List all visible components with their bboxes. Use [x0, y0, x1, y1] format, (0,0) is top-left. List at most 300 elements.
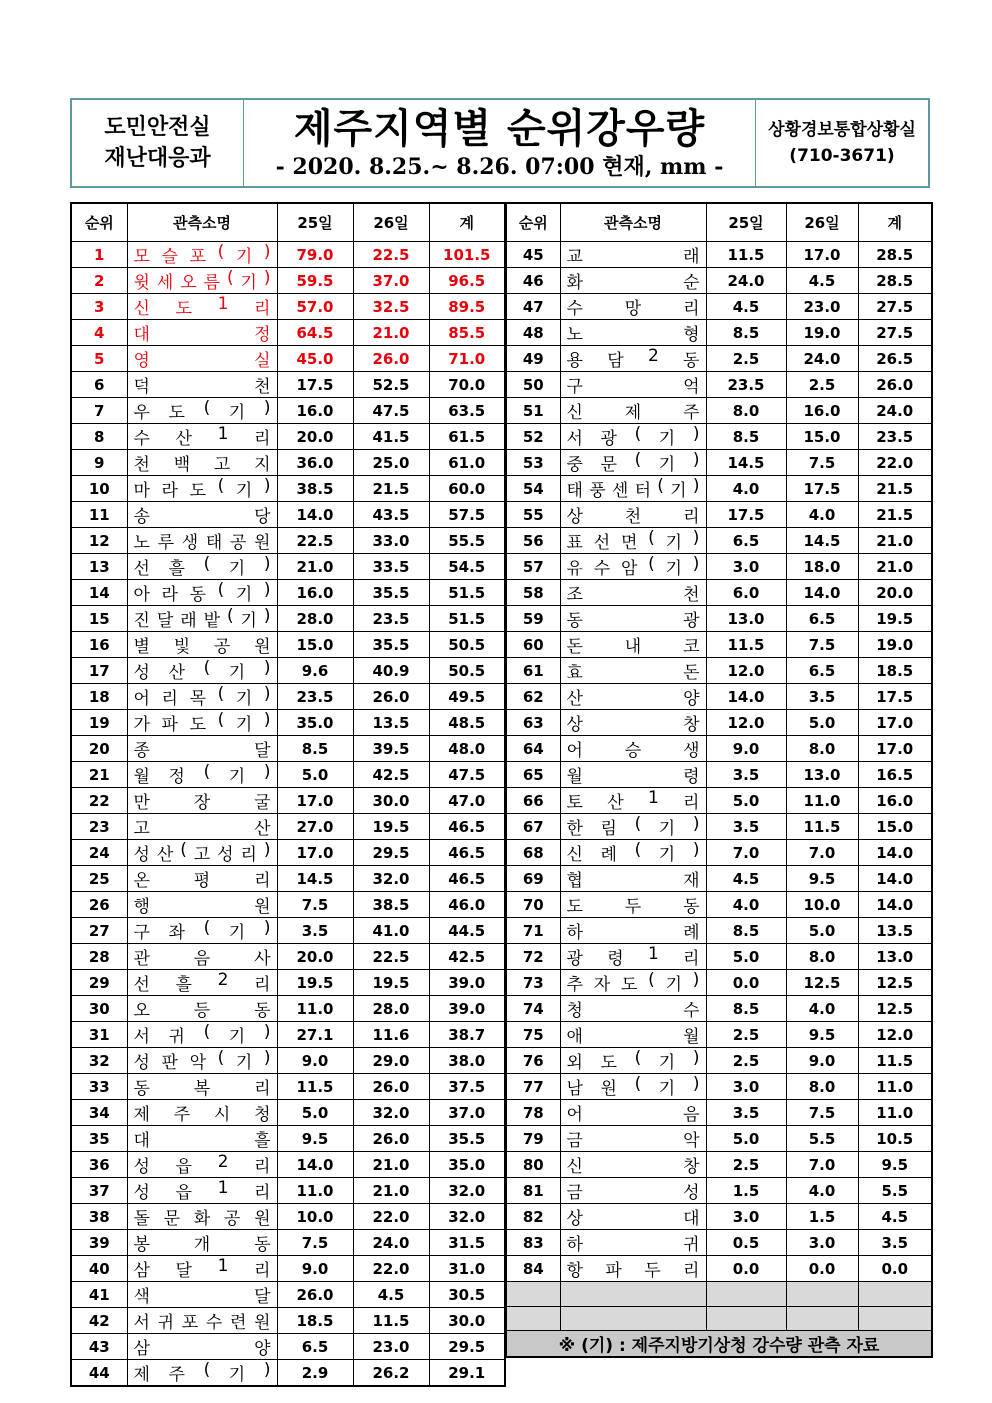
table-row: [506, 658, 932, 684]
day26-rain-cell: 22.0: [353, 1204, 429, 1230]
note-row: [506, 1331, 932, 1358]
day25-rain-cell: 16.0: [277, 398, 353, 424]
station-name-text: 성 판 악 ( 기 ): [133, 1048, 271, 1073]
day25-rain-cell: 14.0: [277, 502, 353, 528]
station-name-text: 오 등 동: [133, 1001, 271, 1021]
station-name-cell: [127, 1308, 277, 1334]
day25-rain-cell: 38.5: [277, 476, 353, 502]
station-name-cell: [127, 1126, 277, 1152]
rank-cell: 7: [71, 398, 127, 424]
day26-rain-cell: 19.5: [353, 814, 429, 840]
table-row: [71, 606, 505, 632]
station-name-cell: [560, 476, 706, 502]
column-header-station: 관측소명: [560, 203, 706, 242]
total-rain-cell: 21.0: [858, 554, 932, 580]
day25-rain-cell: 2.5: [706, 1152, 786, 1178]
rank-cell: 55: [506, 502, 560, 528]
station-name-cell: [560, 1230, 706, 1256]
day26-rain-cell: 5.0: [786, 918, 858, 944]
station-name-cell: [560, 944, 706, 970]
table-row: [71, 1048, 505, 1074]
total-rain-cell: 16.0: [858, 788, 932, 814]
station-name-text: 윗 세 오 름 ( 기 ): [133, 268, 271, 293]
station-name-cell: [560, 996, 706, 1022]
column-header-total: 계: [429, 203, 505, 242]
station-name-cell: [560, 866, 706, 892]
table-row: [506, 996, 932, 1022]
day26-rain-cell: 21.5: [353, 476, 429, 502]
day26-rain-cell: 21.0: [353, 1178, 429, 1204]
station-name-text: 대 정: [133, 325, 271, 345]
total-rain-cell: 12.0: [858, 1022, 932, 1048]
station-name-text: 월 정 ( 기 ): [133, 762, 271, 787]
day26-rain-cell: 28.0: [353, 996, 429, 1022]
table-row: [71, 580, 505, 606]
station-name-text: 하 귀: [566, 1235, 700, 1255]
day26-rain-cell: 41.0: [353, 918, 429, 944]
day25-rain-cell: 28.0: [277, 606, 353, 632]
table-row: [71, 892, 505, 918]
rank-cell: 34: [71, 1100, 127, 1126]
station-name-cell: [560, 320, 706, 346]
day25-rain-cell: 17.5: [706, 502, 786, 528]
rank-cell: 61: [506, 658, 560, 684]
station-name-text: 우 도 ( 기 ): [133, 398, 271, 423]
total-rain-cell: 24.0: [858, 398, 932, 424]
day26-rain-cell: 26.0: [353, 1126, 429, 1152]
day25-rain-cell: 19.5: [277, 970, 353, 996]
day25-rain-cell: 23.5: [277, 684, 353, 710]
day26-rain-cell: 6.5: [786, 658, 858, 684]
station-name-text: 협 재: [566, 871, 700, 891]
column-header-day25: 25일: [706, 203, 786, 242]
station-name-cell: [127, 1230, 277, 1256]
column-header-day26: 26일: [786, 203, 858, 242]
day25-rain-cell: 2.5: [706, 1022, 786, 1048]
station-name-cell: [127, 762, 277, 788]
column-header-day26: 26일: [353, 203, 429, 242]
station-name-text: 색 달: [133, 1287, 271, 1307]
day26-rain-cell: 38.5: [353, 892, 429, 918]
total-rain-cell: 48.0: [429, 736, 505, 762]
day25-rain-cell: 2.5: [706, 1048, 786, 1074]
table-row: [506, 372, 932, 398]
day25-rain-cell: 24.0: [706, 268, 786, 294]
rank-cell: 70: [506, 892, 560, 918]
rank-cell: 46: [506, 268, 560, 294]
rank-cell: 9: [71, 450, 127, 476]
day26-rain-cell: 23.0: [786, 294, 858, 320]
table-row: [71, 1256, 505, 1282]
total-rain-cell: 21.5: [858, 502, 932, 528]
total-rain-cell: 37.5: [429, 1074, 505, 1100]
station-name-cell: [127, 684, 277, 710]
total-rain-cell: 31.0: [429, 1256, 505, 1282]
day25-rain-cell: 1.5: [706, 1178, 786, 1204]
day26-rain-cell: 10.0: [786, 892, 858, 918]
rank-cell: 66: [506, 788, 560, 814]
table-row: [506, 424, 932, 450]
day26-rain-cell: 22.0: [353, 1256, 429, 1282]
day25-rain-cell: 57.0: [277, 294, 353, 320]
day25-rain-cell: 14.0: [706, 684, 786, 710]
table-row: [71, 424, 505, 450]
station-name-text: 제 주 시 청: [133, 1105, 271, 1125]
station-name-cell: [127, 268, 277, 294]
day26-rain-cell: 52.5: [353, 372, 429, 398]
column-header-day25: 25일: [277, 203, 353, 242]
rank-cell: 30: [71, 996, 127, 1022]
table-row: [71, 1204, 505, 1230]
day25-rain-cell: 22.5: [277, 528, 353, 554]
station-name-cell: [560, 398, 706, 424]
station-name-text: 가 파 도 ( 기 ): [133, 710, 271, 735]
rank-cell: 2: [71, 268, 127, 294]
station-name-text: 모 슬 포 ( 기 ): [133, 242, 271, 267]
day25-rain-cell: 79.0: [277, 242, 353, 268]
station-name-text: 상 천 리: [566, 507, 700, 527]
day25-rain-cell: 9.0: [277, 1048, 353, 1074]
rank-cell: 41: [71, 1282, 127, 1308]
day25-rain-cell: 11.5: [277, 1074, 353, 1100]
station-name-text: 별 빛 공 원: [133, 637, 271, 657]
day26-rain-cell: 5.5: [786, 1126, 858, 1152]
table-row: [71, 762, 505, 788]
total-rain-cell: 54.5: [429, 554, 505, 580]
total-rain-cell: 19.0: [858, 632, 932, 658]
day26-rain-cell: 4.5: [353, 1282, 429, 1308]
total-rain-cell: 35.0: [429, 1152, 505, 1178]
table-row: [506, 632, 932, 658]
station-name-text: 삼 양: [133, 1339, 271, 1359]
table-row: [506, 866, 932, 892]
total-rain-cell: 12.5: [858, 996, 932, 1022]
day25-rain-cell: 8.5: [706, 424, 786, 450]
day25-rain-cell: 8.5: [706, 996, 786, 1022]
station-name-cell: [127, 996, 277, 1022]
table-row: [506, 1074, 932, 1100]
rank-cell: 4: [71, 320, 127, 346]
station-name-cell: [127, 580, 277, 606]
station-name-text: 교 래: [566, 247, 700, 267]
station-name-cell: [127, 736, 277, 762]
station-name-cell: [127, 918, 277, 944]
station-name-text: 돌 문 화 공 원: [133, 1209, 271, 1229]
rank-cell: 45: [506, 242, 560, 268]
day25-rain-cell: 4.5: [706, 866, 786, 892]
rank-cell: 14: [71, 580, 127, 606]
station-name-text: 신 창: [566, 1157, 700, 1177]
table-row: [71, 1126, 505, 1152]
day25-rain-cell: 2.5: [706, 346, 786, 372]
station-name-text: 중 문 ( 기 ): [566, 450, 700, 475]
rank-cell: 82: [506, 1204, 560, 1230]
table-row: [71, 1308, 505, 1334]
station-name-text: 노 형: [566, 325, 700, 345]
table-body-right: [506, 242, 932, 1282]
day26-rain-cell: 4.5: [786, 268, 858, 294]
rank-cell: 32: [71, 1048, 127, 1074]
total-rain-cell: 26.5: [858, 346, 932, 372]
situation-room-name: 상황경보통합상황실: [768, 120, 916, 140]
station-name-cell: [560, 710, 706, 736]
rank-cell: 72: [506, 944, 560, 970]
rank-cell: 80: [506, 1152, 560, 1178]
total-rain-cell: 55.5: [429, 528, 505, 554]
day26-rain-cell: 7.0: [786, 840, 858, 866]
column-header-total: 계: [858, 203, 932, 242]
table-row: [71, 1022, 505, 1048]
table-row: [506, 346, 932, 372]
day26-rain-cell: 40.9: [353, 658, 429, 684]
station-name-cell: [127, 840, 277, 866]
day26-rain-cell: 26.2: [353, 1360, 429, 1387]
table-row: [71, 1152, 505, 1178]
station-name-text: 관 음 사: [133, 949, 271, 969]
station-name-text: 마 라 도 ( 기 ): [133, 476, 271, 501]
table-row: [71, 918, 505, 944]
table-row: [506, 1048, 932, 1074]
station-name-text: 효 돈: [566, 663, 700, 683]
day26-rain-cell: 24.0: [353, 1230, 429, 1256]
day26-rain-cell: 7.0: [786, 1152, 858, 1178]
total-rain-cell: 49.5: [429, 684, 505, 710]
rank-cell: 22: [71, 788, 127, 814]
day26-rain-cell: 8.0: [786, 736, 858, 762]
station-name-text: 어 리 목 ( 기 ): [133, 684, 271, 709]
rank-cell: 15: [71, 606, 127, 632]
station-name-text: 산 양: [566, 689, 700, 709]
total-rain-cell: 37.0: [429, 1100, 505, 1126]
station-name-cell: [560, 1100, 706, 1126]
rank-cell: 64: [506, 736, 560, 762]
table-row: [506, 1152, 932, 1178]
day25-rain-cell: 9.0: [706, 736, 786, 762]
rank-cell: 31: [71, 1022, 127, 1048]
rank-cell: 59: [506, 606, 560, 632]
day25-rain-cell: 3.0: [706, 554, 786, 580]
day26-rain-cell: 12.5: [786, 970, 858, 996]
table-row: [71, 398, 505, 424]
station-name-cell: [127, 606, 277, 632]
day26-rain-cell: 4.0: [786, 996, 858, 1022]
day25-rain-cell: 23.5: [706, 372, 786, 398]
station-name-cell: [127, 892, 277, 918]
day26-rain-cell: 17.5: [786, 476, 858, 502]
station-name-text: 동 광: [566, 611, 700, 631]
station-name-text: 봉 개 동: [133, 1235, 271, 1255]
day25-rain-cell: 9.0: [277, 1256, 353, 1282]
total-rain-cell: 26.0: [858, 372, 932, 398]
day26-rain-cell: 21.0: [353, 1152, 429, 1178]
day25-rain-cell: 36.0: [277, 450, 353, 476]
day25-rain-cell: 6.0: [706, 580, 786, 606]
total-rain-cell: 13.0: [858, 944, 932, 970]
station-name-cell: [127, 476, 277, 502]
rank-cell: 23: [71, 814, 127, 840]
rank-cell: 47: [506, 294, 560, 320]
rank-cell: 8: [71, 424, 127, 450]
day26-rain-cell: 7.5: [786, 632, 858, 658]
total-rain-cell: 17.0: [858, 736, 932, 762]
day25-rain-cell: 27.0: [277, 814, 353, 840]
empty-cell: [858, 1282, 932, 1307]
table-row: [506, 736, 932, 762]
station-name-cell: [560, 736, 706, 762]
table-row: [506, 268, 932, 294]
table-row: [506, 580, 932, 606]
table-header-row: [506, 203, 932, 242]
title-block: [244, 100, 756, 186]
rank-cell: 79: [506, 1126, 560, 1152]
table-row: [506, 970, 932, 996]
day25-rain-cell: 5.0: [706, 1126, 786, 1152]
table-row: [71, 710, 505, 736]
day26-rain-cell: 3.0: [786, 1230, 858, 1256]
station-name-text: 영 실: [133, 351, 271, 371]
day25-rain-cell: 18.5: [277, 1308, 353, 1334]
day25-rain-cell: 8.5: [277, 736, 353, 762]
station-name-text: 용 담 2 동: [566, 346, 700, 371]
station-name-cell: [127, 372, 277, 398]
total-rain-cell: 27.5: [858, 320, 932, 346]
table-row: [506, 1126, 932, 1152]
department-name: 도민안전실: [104, 115, 211, 140]
station-name-cell: [560, 450, 706, 476]
table-row: [71, 658, 505, 684]
station-name-cell: [560, 372, 706, 398]
day26-rain-cell: 23.5: [353, 606, 429, 632]
station-name-cell: [560, 1074, 706, 1100]
empty-cell: [506, 1306, 560, 1331]
day25-rain-cell: 12.0: [706, 710, 786, 736]
table-row: [71, 788, 505, 814]
day26-rain-cell: 32.5: [353, 294, 429, 320]
station-name-text: 진 달 래 밭 ( 기 ): [133, 606, 271, 631]
table-row: [506, 476, 932, 502]
table-row: [506, 1204, 932, 1230]
station-name-cell: [560, 632, 706, 658]
table-row: [71, 814, 505, 840]
station-name-cell: [560, 788, 706, 814]
table-row: [506, 892, 932, 918]
rank-cell: 52: [506, 424, 560, 450]
day26-rain-cell: 5.0: [786, 710, 858, 736]
station-name-text: 제 주 ( 기 ): [133, 1360, 271, 1385]
total-rain-cell: 17.5: [858, 684, 932, 710]
empty-row: [506, 1282, 932, 1307]
total-rain-cell: 22.0: [858, 450, 932, 476]
table-row: [506, 294, 932, 320]
total-rain-cell: 13.5: [858, 918, 932, 944]
station-name-text: 삼 달 1 리: [133, 1256, 271, 1281]
day25-rain-cell: 5.0: [277, 762, 353, 788]
day26-rain-cell: 33.0: [353, 528, 429, 554]
station-name-text: 서 귀 ( 기 ): [133, 1022, 271, 1047]
total-rain-cell: 28.5: [858, 242, 932, 268]
total-rain-cell: 12.5: [858, 970, 932, 996]
rank-cell: 12: [71, 528, 127, 554]
table-row: [71, 1282, 505, 1308]
day25-rain-cell: 6.5: [706, 528, 786, 554]
day25-rain-cell: 5.0: [706, 788, 786, 814]
day25-rain-cell: 3.5: [706, 1100, 786, 1126]
total-rain-cell: 70.0: [429, 372, 505, 398]
day26-rain-cell: 22.5: [353, 242, 429, 268]
day26-rain-cell: 9.0: [786, 1048, 858, 1074]
day25-rain-cell: 14.5: [706, 450, 786, 476]
day26-rain-cell: 30.0: [353, 788, 429, 814]
total-rain-cell: 20.0: [858, 580, 932, 606]
station-name-cell: [127, 944, 277, 970]
rank-cell: 11: [71, 502, 127, 528]
total-rain-cell: 32.0: [429, 1178, 505, 1204]
station-name-text: 동 복 리: [133, 1079, 271, 1099]
total-rain-cell: 51.5: [429, 580, 505, 606]
station-name-cell: [560, 1178, 706, 1204]
rank-cell: 39: [71, 1230, 127, 1256]
rank-cell: 43: [71, 1334, 127, 1360]
table-row: [506, 710, 932, 736]
empty-cell: [786, 1306, 858, 1331]
total-rain-cell: 31.5: [429, 1230, 505, 1256]
rank-cell: 49: [506, 346, 560, 372]
table-row: [71, 476, 505, 502]
total-rain-cell: 16.5: [858, 762, 932, 788]
day26-rain-cell: 8.0: [786, 1074, 858, 1100]
day26-rain-cell: 37.0: [353, 268, 429, 294]
station-name-cell: [127, 710, 277, 736]
table-body-left: [71, 242, 505, 1387]
rank-cell: 78: [506, 1100, 560, 1126]
station-name-text: 남 원 ( 기 ): [566, 1074, 700, 1099]
total-rain-cell: 11.5: [858, 1048, 932, 1074]
day26-rain-cell: 8.0: [786, 944, 858, 970]
day25-rain-cell: 3.0: [706, 1074, 786, 1100]
day25-rain-cell: 16.0: [277, 580, 353, 606]
station-name-cell: [127, 346, 277, 372]
station-name-text: 신 례 ( 기 ): [566, 840, 700, 865]
station-name-text: 성 읍 1 리: [133, 1178, 271, 1203]
station-name-text: 표 선 면 ( 기 ): [566, 528, 700, 553]
page-subtitle: - 2020. 8.25.~ 8.26. 07:00 현재, mm -: [275, 154, 724, 180]
total-rain-cell: 27.5: [858, 294, 932, 320]
table-row: [71, 996, 505, 1022]
day25-rain-cell: 11.5: [706, 242, 786, 268]
total-rain-cell: 38.7: [429, 1022, 505, 1048]
column-header-station: 관측소명: [127, 203, 277, 242]
rank-cell: 38: [71, 1204, 127, 1230]
day25-rain-cell: 5.0: [706, 944, 786, 970]
station-name-cell: [127, 1282, 277, 1308]
day25-rain-cell: 4.5: [706, 294, 786, 320]
day26-rain-cell: 29.0: [353, 1048, 429, 1074]
rank-cell: 69: [506, 866, 560, 892]
total-rain-cell: 4.5: [858, 1204, 932, 1230]
total-rain-cell: 47.5: [429, 762, 505, 788]
station-name-text: 선 흘 2 리: [133, 970, 271, 995]
station-name-cell: [560, 840, 706, 866]
day26-rain-cell: 15.0: [786, 424, 858, 450]
table-row: [71, 1360, 505, 1387]
station-name-text: 성 산 ( 기 ): [133, 658, 271, 683]
table-row: [71, 1074, 505, 1100]
table-header-row: [71, 203, 505, 242]
total-rain-cell: 60.0: [429, 476, 505, 502]
total-rain-cell: 39.0: [429, 996, 505, 1022]
empty-cell: [560, 1282, 706, 1307]
day26-rain-cell: 2.5: [786, 372, 858, 398]
